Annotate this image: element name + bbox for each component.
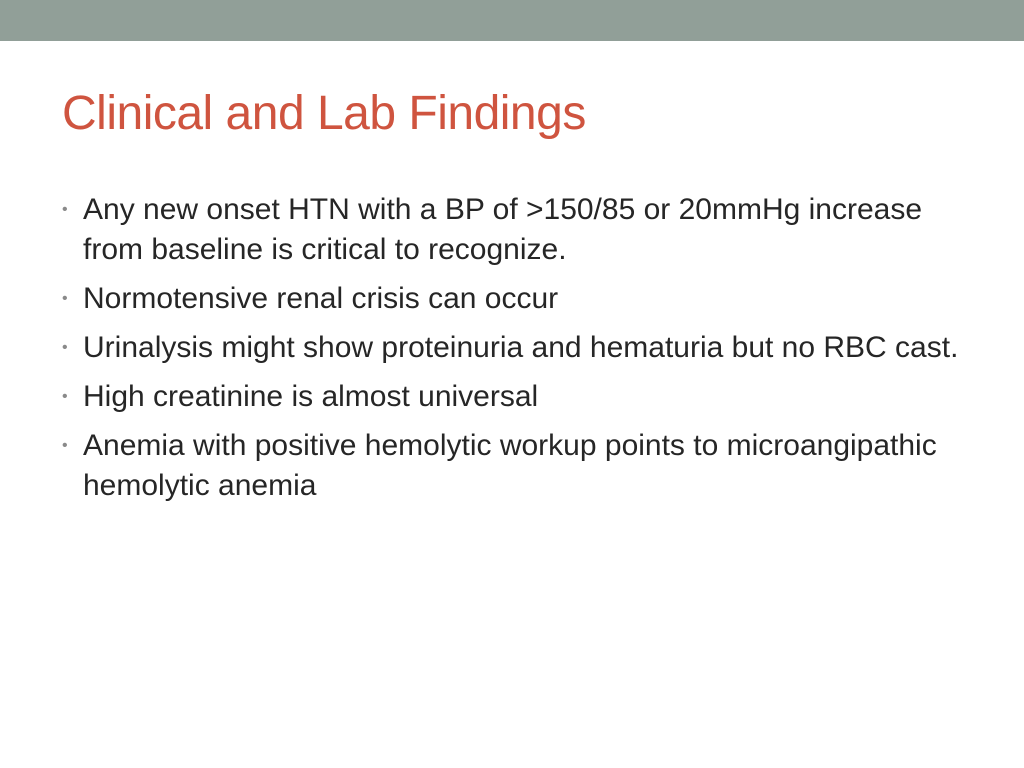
bullet-text: Normotensive renal crisis can occur <box>83 282 559 315</box>
bullet-dot-icon: • <box>62 339 68 356</box>
bullet-item <box>62 190 962 270</box>
slide-title: Clinical and Lab Findings <box>62 87 586 140</box>
bullet-text: Anemia with positive hemolytic workup points to microangipathic hemolytic anemia <box>83 429 937 502</box>
bullet-dot-icon: • <box>62 290 68 307</box>
bullet-dot-icon: • <box>62 388 68 405</box>
bullet-list <box>62 190 962 515</box>
bullet-item <box>62 426 962 506</box>
bullet-item <box>62 328 962 368</box>
bullet-text: Urinalysis might show proteinuria and hematuria but no RBC cast. <box>83 331 959 364</box>
bullet-text: Any new onset HTN with a BP of >150/85 or 20mmHg increase from baseline is critical to recognize. <box>83 193 923 266</box>
top-accent-band <box>0 0 1024 41</box>
bullet-item <box>62 279 962 319</box>
bullet-item <box>62 377 962 417</box>
bullet-dot-icon: • <box>62 437 68 454</box>
bullet-text: High creatinine is almost universal <box>83 380 539 413</box>
bullet-dot-icon: • <box>62 201 68 218</box>
